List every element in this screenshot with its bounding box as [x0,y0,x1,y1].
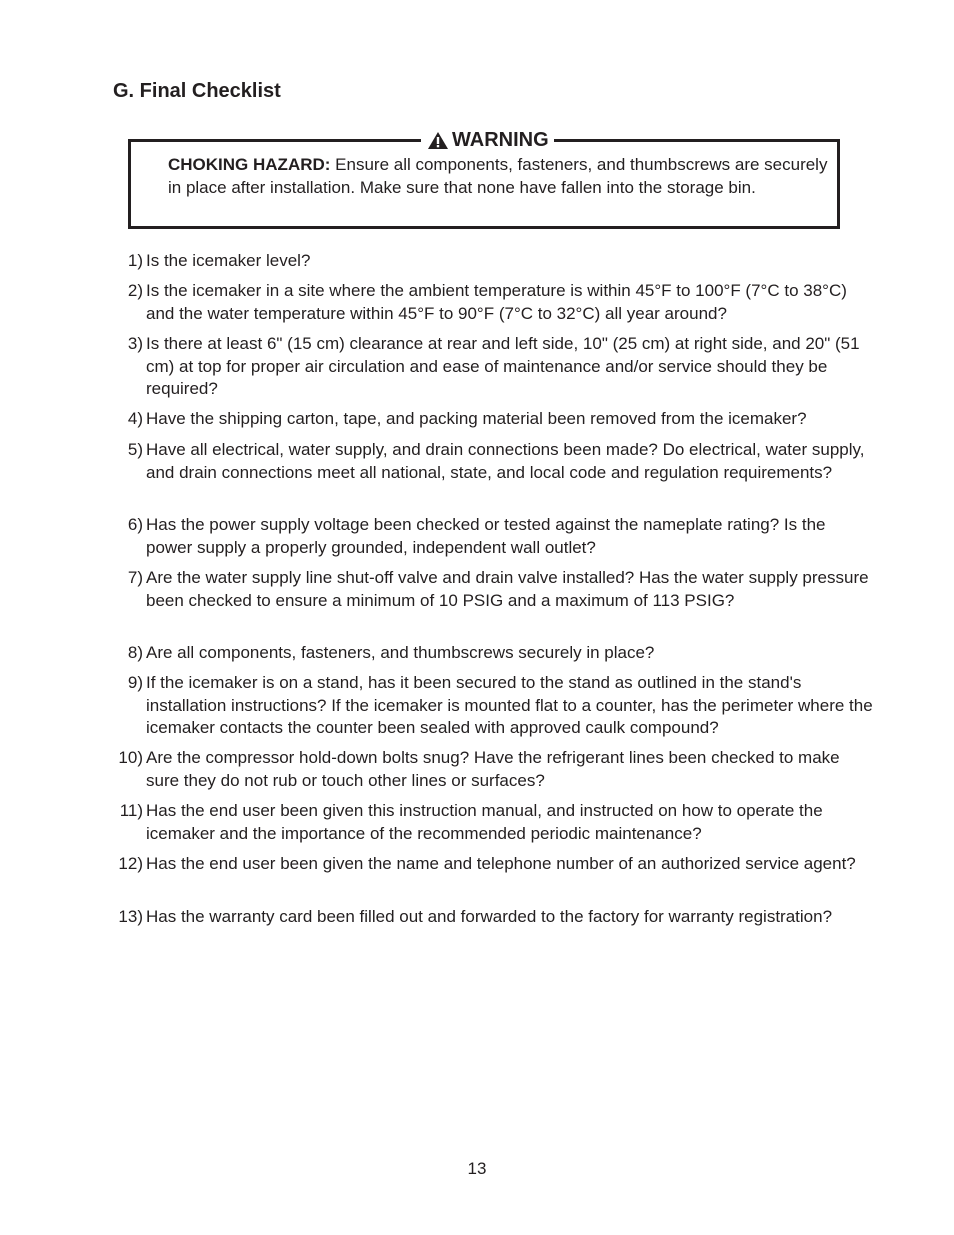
checklist-item [118,906,876,929]
checklist-item [127,408,876,431]
item-text: Has the power supply voltage been checked or tested against the nameplate rating? Is the power supply a properly grounded, independent wall outlet? [146,515,826,557]
item-number: 7) [127,568,143,587]
item-text: Is there at least 6" (15 cm) clearance at rear and left side, 10" (25 cm) at right side, and 20" (51 cm) at top for proper air circulation and ease of maintenance and/or service should they be required? [146,334,860,399]
item-number: 10) [118,748,143,767]
warning-box [128,129,840,229]
item-text: Has the end user been given the name and telephone number of an authorized service agent? [146,854,856,873]
item-number: 13) [118,907,143,926]
warning-message: Ensure all components, fasteners, and thumbscrews are securely in place after installation. Make sure that none have fallen into the storage bin. [168,155,828,197]
checklist-item [118,853,876,876]
item-number: 9) [127,673,143,692]
item-number: 3) [127,334,143,353]
item-number: 6) [127,515,143,534]
warning-header [421,128,554,152]
item-text: Have all electrical, water supply, and drain connections been made? Do electrical, water supply, and drain connections meet all national, state, and local code and regulation requirements? [146,440,865,482]
checklist-item [127,514,876,559]
item-number: 5) [127,440,143,459]
checklist-item [127,672,876,740]
checklist-item [127,567,876,612]
item-number: 4) [127,409,143,428]
item-text: Is the icemaker in a site where the ambient temperature is within 45°F to 100°F (7°C to 38°C) and the water temperature within 45°F to 90°F (7°C to 32°C) all year around? [146,281,847,323]
item-text: Has the warranty card been filled out and forwarded to the factory for warranty registration? [146,907,833,926]
item-text: If the icemaker is on a stand, has it been secured to the stand as outlined in the stand's installation instructions? If the icemaker is mounted flat to a counter, has the perimeter where the icemaker contacts the counter been sealed with approved caulk compound? [146,673,873,738]
item-text: Is the icemaker level? [146,251,311,270]
warning-triangle-icon [427,131,449,150]
item-text: Are all components, fasteners, and thumbscrews securely in place? [146,643,655,662]
warning-text [168,154,828,199]
hazard-label: CHOKING HAZARD: [168,155,331,174]
checklist-item [127,280,876,325]
item-number: 12) [118,854,143,873]
item-text: Have the shipping carton, tape, and packing material been removed from the icemaker? [146,409,807,428]
item-text: Are the water supply line shut-off valve and drain valve installed? Has the water supply pressure been checked to ensure a minimum of 10 PSIG and a maximum of 113 PSIG? [146,568,869,610]
checklist-item [119,800,876,845]
item-number: 11) [119,801,143,820]
item-number: 2) [127,281,143,300]
page-number: 13 [467,1159,487,1178]
warning-label: WARNING [452,129,549,151]
checklist-item [118,747,876,792]
checklist-item [127,642,876,665]
item-text: Has the end user been given this instruction manual, and instructed on how to operate the icemaker and the importance of the recommended periodic maintenance? [146,801,823,843]
checklist-item [127,333,876,401]
checklist-item [127,250,876,273]
item-number: 8) [127,643,143,662]
section-title: G. Final Checklist [113,80,281,102]
checklist-item [127,439,876,484]
item-text: Are the compressor hold-down bolts snug? Have the refrigerant lines been checked to make sure they do not rub or touch other lines or surfaces? [146,748,840,790]
item-number: 1) [127,251,143,270]
